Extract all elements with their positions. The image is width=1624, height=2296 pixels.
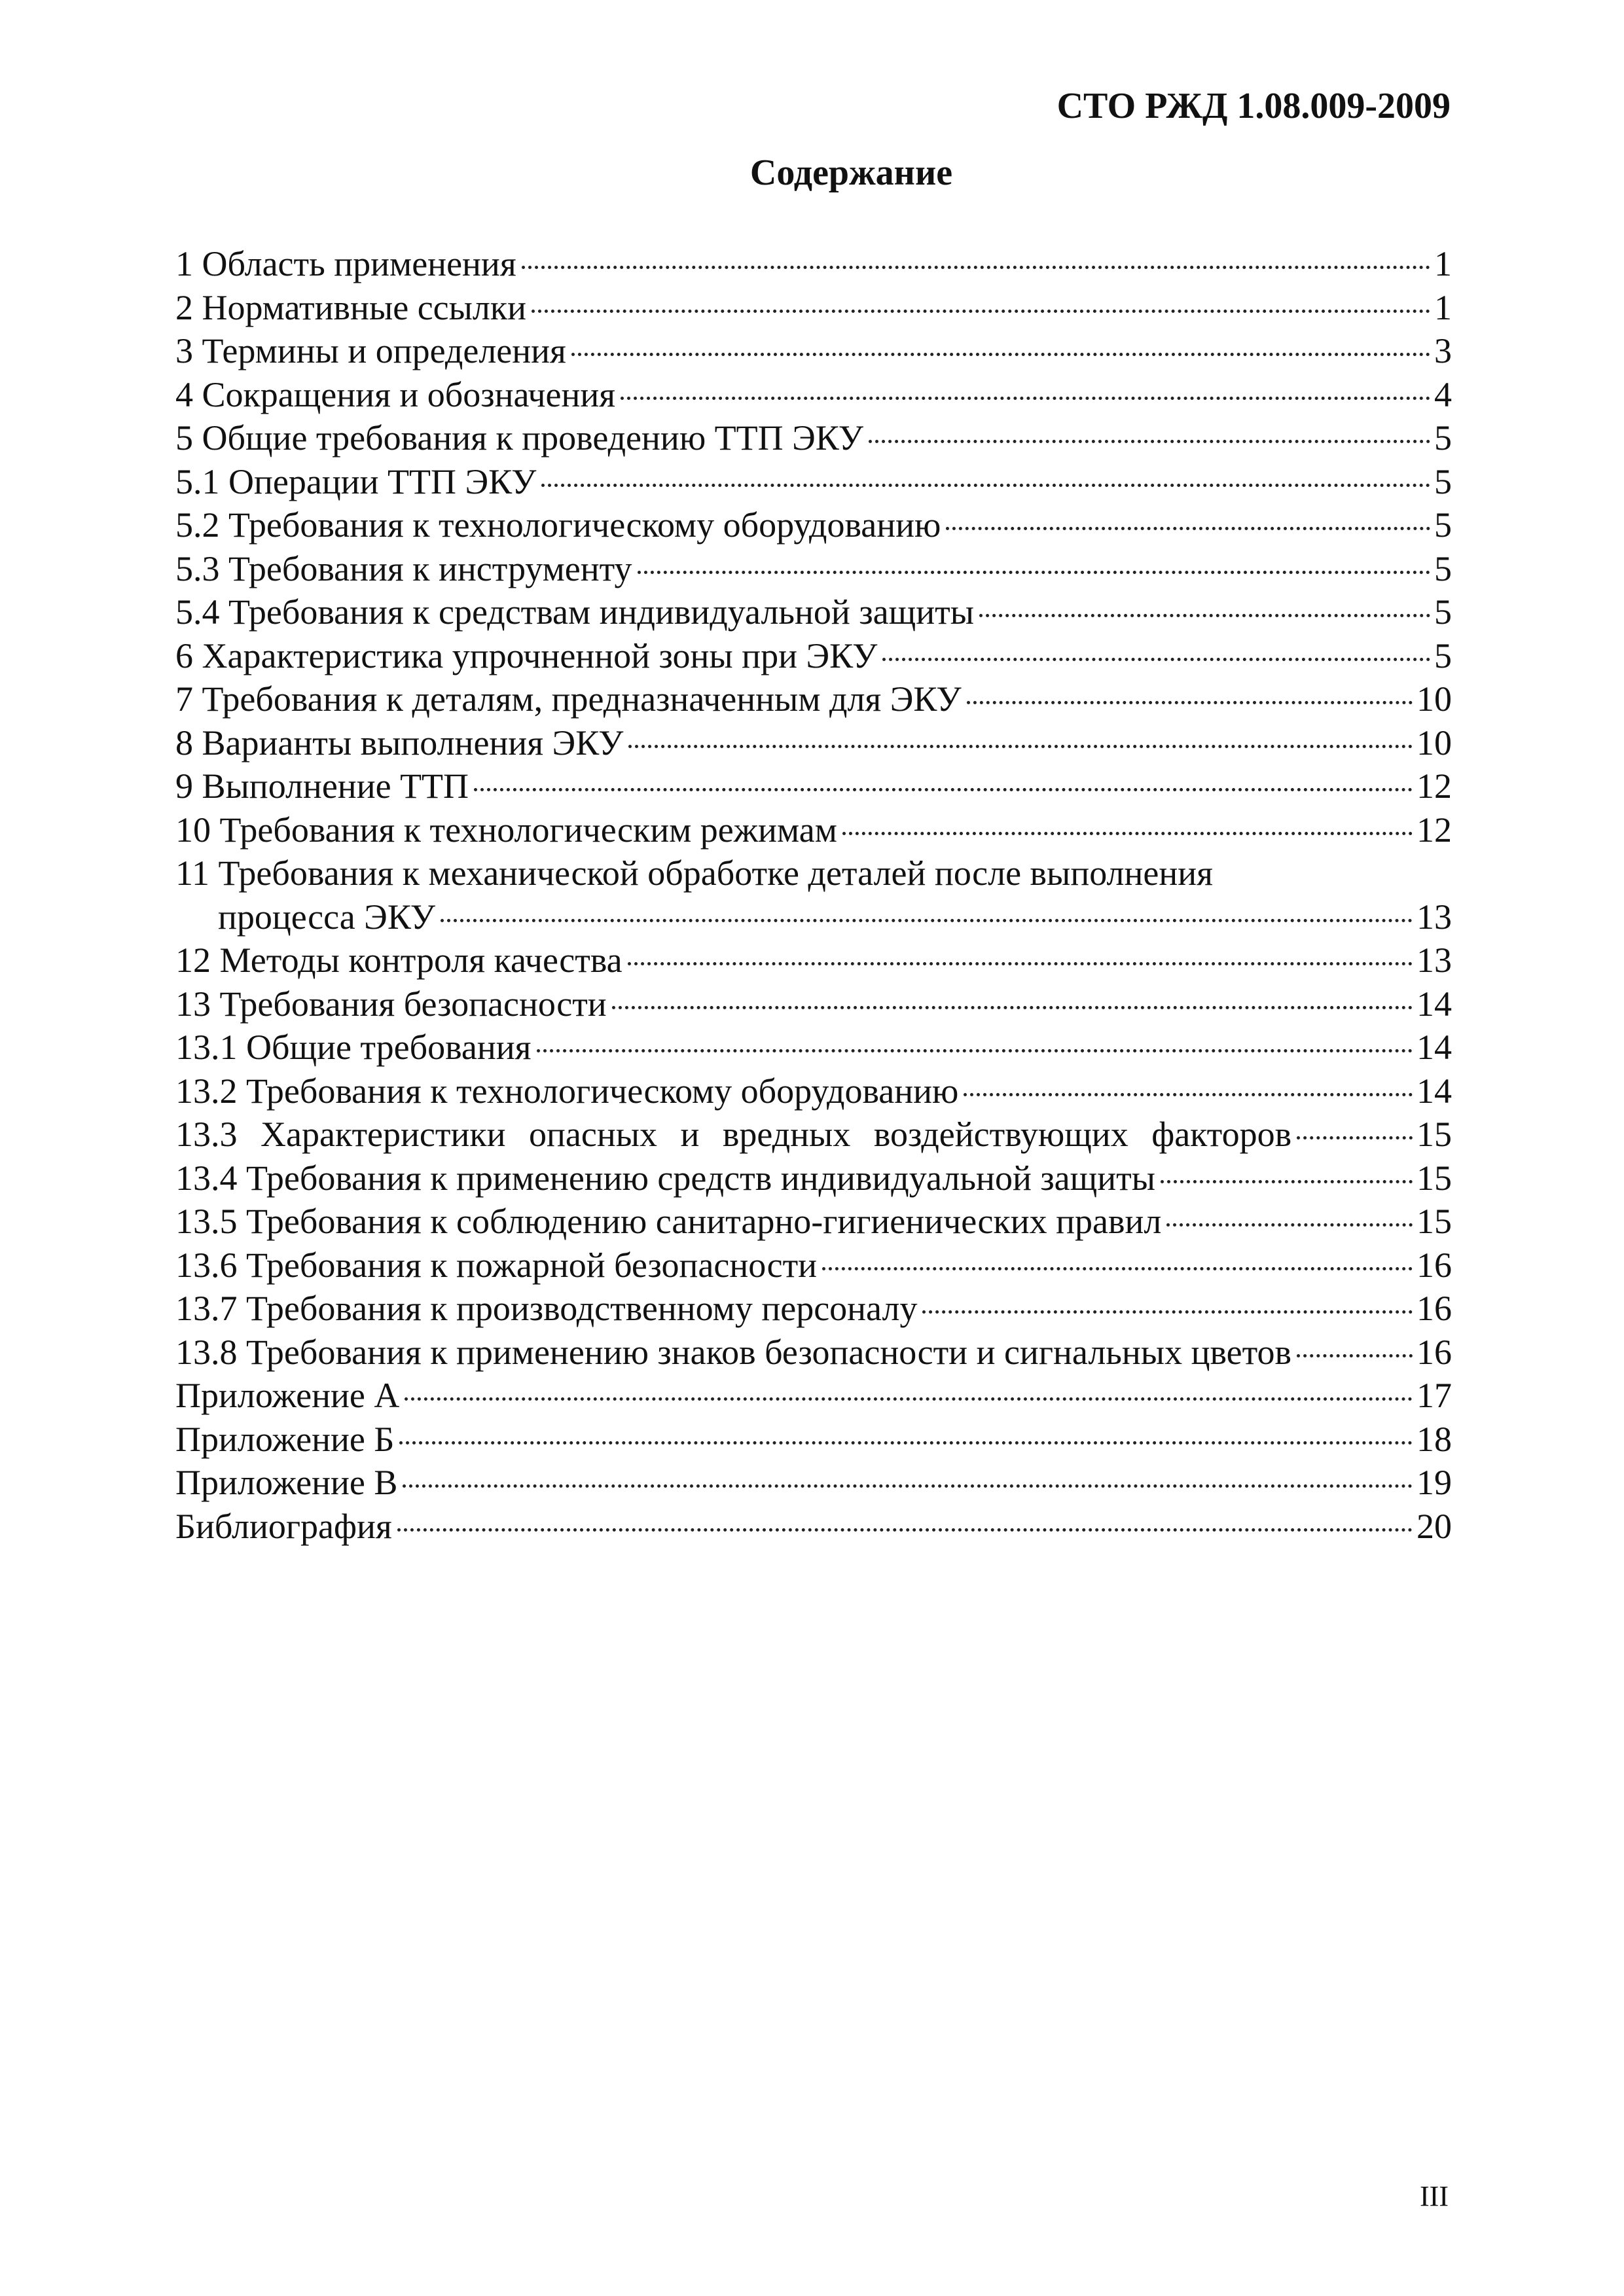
toc-entry-page: 5 xyxy=(1434,548,1452,588)
toc-entry[interactable] xyxy=(175,808,1452,852)
toc-entry[interactable] xyxy=(175,1026,1452,1069)
dot-leader xyxy=(397,1528,1413,1532)
dot-leader xyxy=(612,1006,1413,1009)
toc-entry[interactable] xyxy=(175,286,1452,330)
dot-leader xyxy=(532,310,1430,313)
dot-leader xyxy=(537,1049,1413,1052)
toc-entry[interactable] xyxy=(175,1069,1452,1113)
toc-entry-page: 20 xyxy=(1416,1506,1452,1546)
toc-entry[interactable] xyxy=(175,1331,1452,1374)
toc-entry-page: 18 xyxy=(1416,1419,1452,1459)
toc-entry-page: 15 xyxy=(1416,1202,1452,1241)
toc-entry-page: 16 xyxy=(1416,1245,1452,1285)
dot-leader xyxy=(441,919,1413,922)
toc-entry-title: 5 Общие требования к проведению ТТП ЭКУ xyxy=(175,418,863,457)
toc-entry-page: 5 xyxy=(1434,592,1452,632)
dot-leader xyxy=(571,353,1430,356)
toc-entry[interactable] xyxy=(175,634,1452,678)
toc-entry-title: 12 Методы контроля качества xyxy=(175,941,623,980)
toc-entry-title: 6 Характеристика упрочненной зоны при ЭКУ xyxy=(175,636,878,675)
dot-leader xyxy=(964,1093,1413,1096)
toc-entry-page: 13 xyxy=(1416,941,1452,980)
toc-entry[interactable] xyxy=(175,939,1452,982)
dot-leader xyxy=(621,397,1430,400)
toc-entry-title: 13.8 Требования к применению знаков безопасности и сигнальных цветов xyxy=(175,1332,1292,1372)
toc-entry-title: 10 Требования к технологическим режимам xyxy=(175,810,837,850)
toc-entry-page: 17 xyxy=(1416,1376,1452,1415)
toc-entry[interactable] xyxy=(175,460,1452,504)
toc-entry-page: 13 xyxy=(1416,897,1452,937)
dot-leader xyxy=(628,962,1413,965)
toc-entry-title: 2 Нормативные ссылки xyxy=(175,287,526,327)
toc-entry[interactable] xyxy=(175,242,1452,286)
toc-entry-title: 3 Термины и определения xyxy=(175,331,566,370)
toc-entry-title: 9 Выполнение ТТП xyxy=(175,766,469,806)
toc-entry[interactable] xyxy=(175,590,1452,634)
dot-leader xyxy=(638,571,1430,574)
dot-leader xyxy=(967,701,1413,704)
toc-entry-title: 13.1 Общие требования xyxy=(175,1028,532,1067)
toc-entry-multiline[interactable] xyxy=(175,852,1452,939)
dot-leader xyxy=(979,614,1430,617)
toc-entry-page: 14 xyxy=(1416,1028,1452,1067)
toc-entry[interactable] xyxy=(175,1244,1452,1287)
toc-entry-page: 1 xyxy=(1434,244,1452,283)
toc-entry[interactable] xyxy=(175,416,1452,460)
dot-leader xyxy=(922,1310,1413,1314)
page-number: III xyxy=(1420,2180,1449,2212)
toc-entry-title: 13.6 Требования к пожарной безопасности xyxy=(175,1245,818,1285)
toc-entry-title: 13 Требования безопасности xyxy=(175,984,607,1024)
dot-leader xyxy=(474,788,1413,791)
dot-leader xyxy=(628,745,1413,748)
toc-entry-title: 5.1 Операции ТТП ЭКУ xyxy=(175,461,537,501)
dot-leader xyxy=(1161,1180,1413,1183)
toc-entry-page: 5 xyxy=(1434,461,1452,501)
toc-entry-page: 12 xyxy=(1416,766,1452,806)
toc-entry-title: Приложение Б xyxy=(175,1419,395,1459)
toc-entry[interactable] xyxy=(175,1200,1452,1244)
dot-leader xyxy=(405,1397,1413,1401)
toc-entry-title: 1 Область применения xyxy=(175,244,516,283)
toc-entry-title: 13.7 Требования к производственному персоналу xyxy=(175,1289,918,1328)
toc-entry[interactable] xyxy=(175,1505,1452,1549)
toc-entry-title: Библиография xyxy=(175,1506,392,1546)
table-of-contents xyxy=(175,242,1452,1548)
dot-leader xyxy=(1297,1354,1413,1357)
toc-entry-title: Приложение А xyxy=(175,1376,400,1415)
toc-entry[interactable] xyxy=(175,1418,1452,1462)
toc-entry-page: 10 xyxy=(1416,723,1452,762)
toc-entry-page: 5 xyxy=(1434,505,1452,545)
toc-title: Содержание xyxy=(749,152,953,193)
dot-leader xyxy=(1166,1223,1413,1227)
toc-entry-page: 19 xyxy=(1416,1463,1452,1502)
dot-leader xyxy=(869,440,1430,443)
toc-entry-title: 11 Требования к механической обработке деталей после выполнения xyxy=(175,853,1213,893)
toc-entry-title: 13.5 Требования к соблюдению санитарно-гигиенических правил xyxy=(175,1202,1162,1241)
toc-entry-page: 5 xyxy=(1434,418,1452,457)
toc-entry[interactable] xyxy=(175,1374,1452,1418)
toc-entry-page: 3 xyxy=(1434,331,1452,370)
toc-entry[interactable] xyxy=(175,721,1452,765)
dot-leader xyxy=(1297,1136,1413,1139)
toc-entry-title: 5.2 Требования к технологическому оборудованию xyxy=(175,505,941,545)
toc-entry-title: 4 Сокращения и обозначения xyxy=(175,374,616,414)
toc-entry-page: 15 xyxy=(1416,1115,1452,1154)
toc-entry-title: Приложение В xyxy=(175,1463,398,1502)
toc-entry-page: 12 xyxy=(1416,810,1452,850)
toc-entry-title: 7 Требования к деталям, предназначенным для ЭКУ xyxy=(175,679,962,719)
toc-entry-page: 10 xyxy=(1416,679,1452,719)
toc-entry[interactable] xyxy=(175,1157,1452,1200)
toc-entry[interactable] xyxy=(175,329,1452,373)
dot-leader xyxy=(403,1484,1413,1488)
dot-leader xyxy=(399,1441,1413,1444)
toc-entry-title: 5.3 Требования к инструменту xyxy=(175,548,632,588)
toc-entry[interactable] xyxy=(175,1113,1452,1157)
dot-leader xyxy=(541,484,1430,487)
toc-entry[interactable] xyxy=(175,764,1452,808)
dot-leader xyxy=(822,1267,1413,1270)
toc-entry-page: 5 xyxy=(1434,636,1452,675)
toc-entry-title: 13.4 Требования к применению средств индивидуальной защиты xyxy=(175,1158,1155,1198)
toc-entry-title-cont: процесса ЭКУ xyxy=(218,897,435,937)
dot-leader xyxy=(842,832,1413,835)
document-code: СТО РЖД 1.08.009-2009 xyxy=(1056,86,1451,126)
toc-entry[interactable] xyxy=(175,373,1452,417)
toc-entry-page: 1 xyxy=(1434,287,1452,327)
toc-entry[interactable] xyxy=(175,677,1452,721)
toc-entry-page: 15 xyxy=(1416,1158,1452,1198)
toc-entry-page: 16 xyxy=(1416,1289,1452,1328)
dot-leader xyxy=(882,658,1430,661)
toc-entry[interactable] xyxy=(175,1461,1452,1505)
dot-leader xyxy=(522,266,1430,269)
toc-entry-page: 14 xyxy=(1416,1071,1452,1111)
dot-leader xyxy=(946,527,1430,530)
toc-entry-continuation xyxy=(175,895,1452,939)
toc-entry-page: 4 xyxy=(1434,374,1452,414)
toc-entry[interactable] xyxy=(175,547,1452,591)
toc-entry-title: 13.3 Характеристики опасных и вредных воздействующих факторов xyxy=(175,1115,1292,1154)
toc-entry-title: 5.4 Требования к средствам индивидуальной защиты xyxy=(175,592,974,632)
toc-entry[interactable] xyxy=(175,1287,1452,1331)
toc-entry[interactable] xyxy=(175,982,1452,1026)
toc-entry[interactable] xyxy=(175,503,1452,547)
toc-entry-page: 16 xyxy=(1416,1332,1452,1372)
toc-entry-title: 13.2 Требования к технологическому оборудованию xyxy=(175,1071,959,1111)
toc-entry-page: 14 xyxy=(1416,984,1452,1024)
toc-entry-title: 8 Варианты выполнения ЭКУ xyxy=(175,723,624,762)
